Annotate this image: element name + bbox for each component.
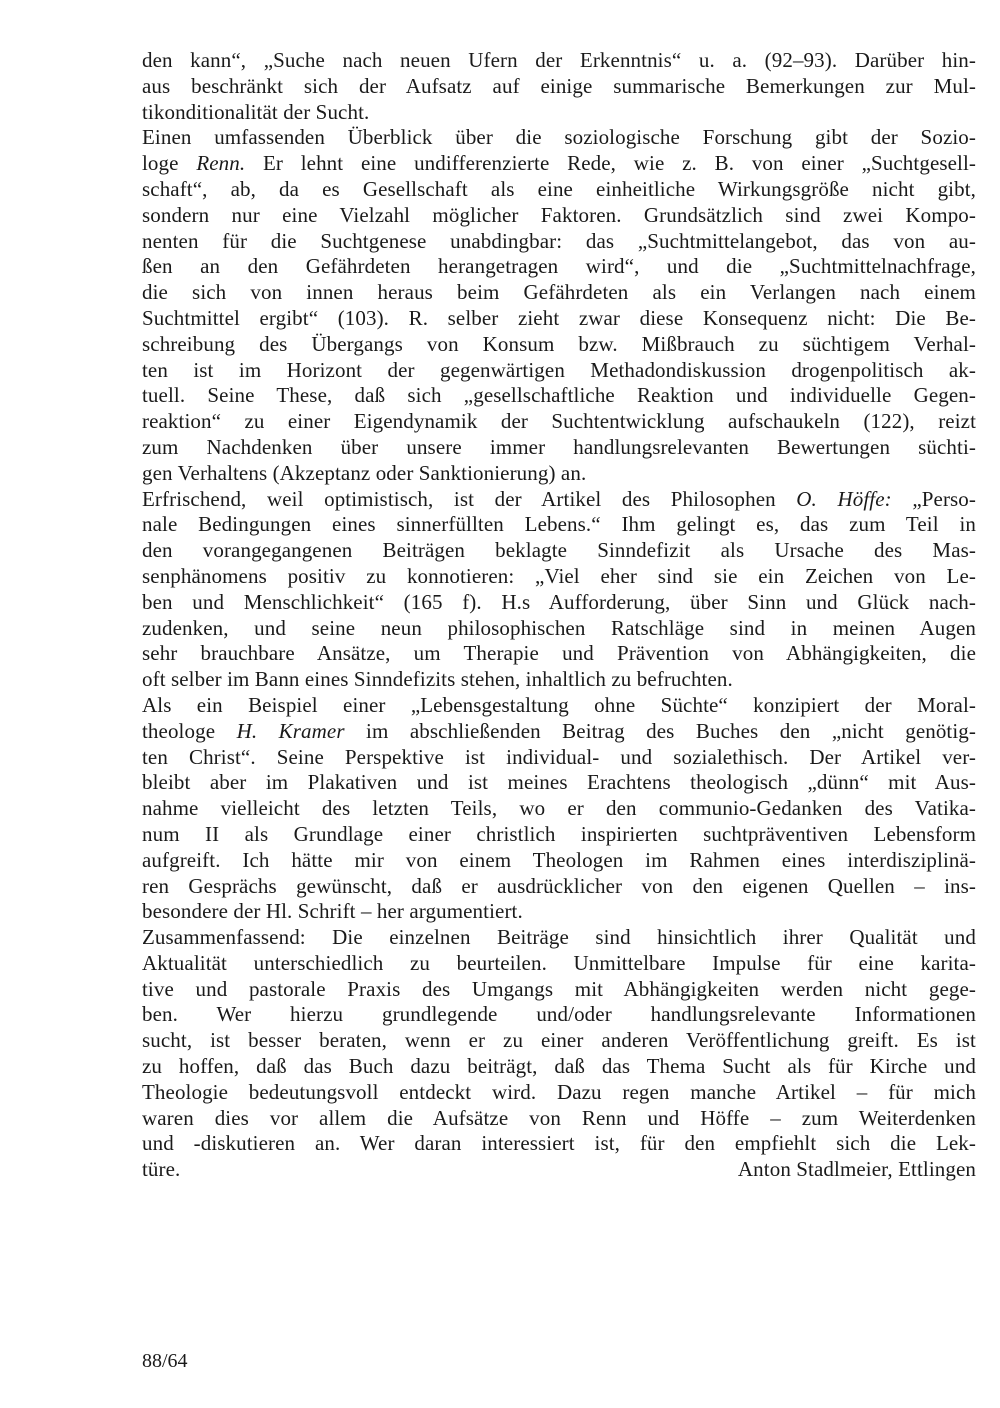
text-line: nale Bedingungen eines sinnerfüllten Lebens.“ Ihm gelingt es, das zum Teil in xyxy=(142,512,976,537)
paragraph-3 xyxy=(142,487,976,693)
text-line: loge Renn. Er lehnt eine undifferenzierte Rede, wie z. B. von einer „Suchtgesell- xyxy=(142,151,977,176)
paragraph-2 xyxy=(142,125,976,486)
text-line: gen Verhaltens (Akzeptanz oder Sanktionierung) an. xyxy=(142,460,587,485)
author-name: Renn. xyxy=(196,151,246,176)
text-line: den vorangegangenen Beiträgen beklagte Sinndefizit als Ursache des Mas- xyxy=(142,538,976,563)
text-line: besondere der Hl. Schrift – her argumentiert. xyxy=(142,899,523,924)
closing-word: türe. xyxy=(142,1157,181,1182)
review-text-body xyxy=(142,48,976,1183)
text-line: senphänomens positiv zu konnotieren: „Viel eher sind sie ein Zeichen von Le- xyxy=(142,563,976,588)
text-line: tikonditionalität der Sucht. xyxy=(142,99,370,124)
text-line: tive und pastorale Praxis des Umgangs mit Abhängigkeiten werden nicht gege- xyxy=(142,976,976,1001)
text-line: Theologie bedeutungsvoll entdeckt wird. Dazu regen manche Artikel – für mich xyxy=(142,1079,976,1104)
paragraph-1 xyxy=(142,48,976,125)
author-name: O. Höffe: xyxy=(796,486,892,511)
text-line: reaktion“ zu einer Eigendynamik der Suchtentwicklung aufschaukeln (122), reizt xyxy=(142,409,976,434)
text-line: tuell. Seine These, daß sich „gesellschaftliche Reaktion und individuelle Gegen- xyxy=(142,383,976,408)
text-line: die sich von innen heraus beim Gefährdeten als ein Verlangen nach einem xyxy=(142,280,976,305)
text-line: aufgreift. Ich hätte mir von einem Theologen im Rahmen eines interdisziplinä- xyxy=(142,847,976,872)
page-number: 88/64 xyxy=(142,1350,188,1372)
text-line: nahme vielleicht des letzten Teils, wo er den communio-Gedanken des Vatika- xyxy=(142,796,976,821)
text-line: oft selber im Bann eines Sinndefizits stehen, inhaltlich zu befruchten. xyxy=(142,667,733,692)
text-line: Aktualität unterschiedlich zu beurteilen. Unmittelbare Impulse für eine karita- xyxy=(142,950,976,975)
text-line: zum Nachdenken über unsere immer handlungsrelevanten Bewertungen süchti- xyxy=(142,434,976,459)
text-line: den kann“, „Suche nach neuen Ufern der Erkenntnis“ u. a. (92–93). Darüber hin- xyxy=(142,48,976,72)
text-line: schaft“, ab, da es Gesellschaft als eine einheitliche Wirkungsgröße nicht gibt, xyxy=(142,176,976,201)
paragraph-5 xyxy=(142,925,976,1183)
reviewer-signature: Anton Stadlmeier, Ettlingen xyxy=(737,1157,976,1182)
text-line: Zusammenfassend: Die einzelnen Beiträge sind hinsichtlich ihrer Qualität und xyxy=(142,925,976,950)
text-line: sehr brauchbare Ansätze, um Therapie und Prävention von Abhängigkeiten, die xyxy=(142,641,976,666)
text-line: Einen umfassenden Überblick über die soziologische Forschung gibt der Sozio- xyxy=(142,125,976,150)
text-line: schreibung des Übergangs von Konsum bzw. Mißbrauch zu süchtigem Verhal- xyxy=(142,331,976,356)
text-line: bleibt aber im Plakativen und ist meines Erachtens theologisch „dünn“ mit Aus- xyxy=(142,770,976,795)
text-line: ten ist im Horizont der gegenwärtigen Methadondiskussion drogenpolitisch ak- xyxy=(142,357,976,382)
author-name: H. Kramer xyxy=(236,718,345,743)
paragraph-4 xyxy=(142,693,976,925)
text-line: num II als Grundlage einer christlich inspirierten suchtpräventiven Lebensform xyxy=(142,821,976,846)
text-line: Suchtmittel ergibt“ (103). R. selber zieht zwar diese Konsequenz nicht: Die Be- xyxy=(142,305,976,330)
text-line: sucht, ist besser beraten, wenn er zu einer anderen Veröffentlichung greift. Es ist xyxy=(142,1028,976,1053)
text-line: waren dies vor allem die Aufsätze von Renn und Höffe – zum Weiterdenken xyxy=(142,1105,976,1130)
text-line: ben und Menschlichkeit“ (165 f). H.s Aufforderung, über Sinn und Glück nach- xyxy=(142,589,976,614)
text-line: Als ein Beispiel einer „Lebensgestaltung ohne Süchte“ konzipiert der Moral- xyxy=(142,692,976,717)
text-line: ben. Wer hierzu grundlegende und/oder handlungsrelevante Informationen xyxy=(142,1002,976,1027)
text-line: zudenken, und seine neun philosophischen Ratschläge sind in meinen Augen xyxy=(142,615,976,640)
text-line: und -diskutieren an. Wer daran interessiert ist, für den empfiehlt sich die Lek- xyxy=(142,1131,976,1156)
text-line: nenten für die Suchtgenese unabdingbar: das „Suchtmittelangebot, das von au- xyxy=(142,228,976,253)
closing-line xyxy=(142,1157,976,1183)
text-line: theologe H. Kramer im abschließenden Beitrag des Buches den „nicht genötig- xyxy=(142,718,976,743)
text-line: ßen an den Gefährdeten herangetragen wird“, und die „Suchtmittelnachfrage, xyxy=(142,254,976,279)
text-line: ren Gesprächs gewünscht, daß er ausdrücklicher von den eigenen Quellen – ins- xyxy=(142,873,976,898)
text-line: Erfrischend, weil optimistisch, ist der Artikel des Philosophen O. Höffe: „Perso- xyxy=(142,486,977,511)
text-line: aus beschränkt sich der Aufsatz auf einige summarische Bemerkungen zur Mul- xyxy=(142,73,976,98)
text-line: sondern nur eine Vielzahl möglicher Faktoren. Grundsätzlich sind zwei Kompo- xyxy=(142,202,976,227)
text-line: zu hoffen, daß das Buch dazu beiträgt, daß das Thema Sucht als für Kirche und xyxy=(142,1054,976,1079)
text-line: ten Christ“. Seine Perspektive ist individual- und sozialethisch. Der Artikel ver- xyxy=(142,744,976,769)
